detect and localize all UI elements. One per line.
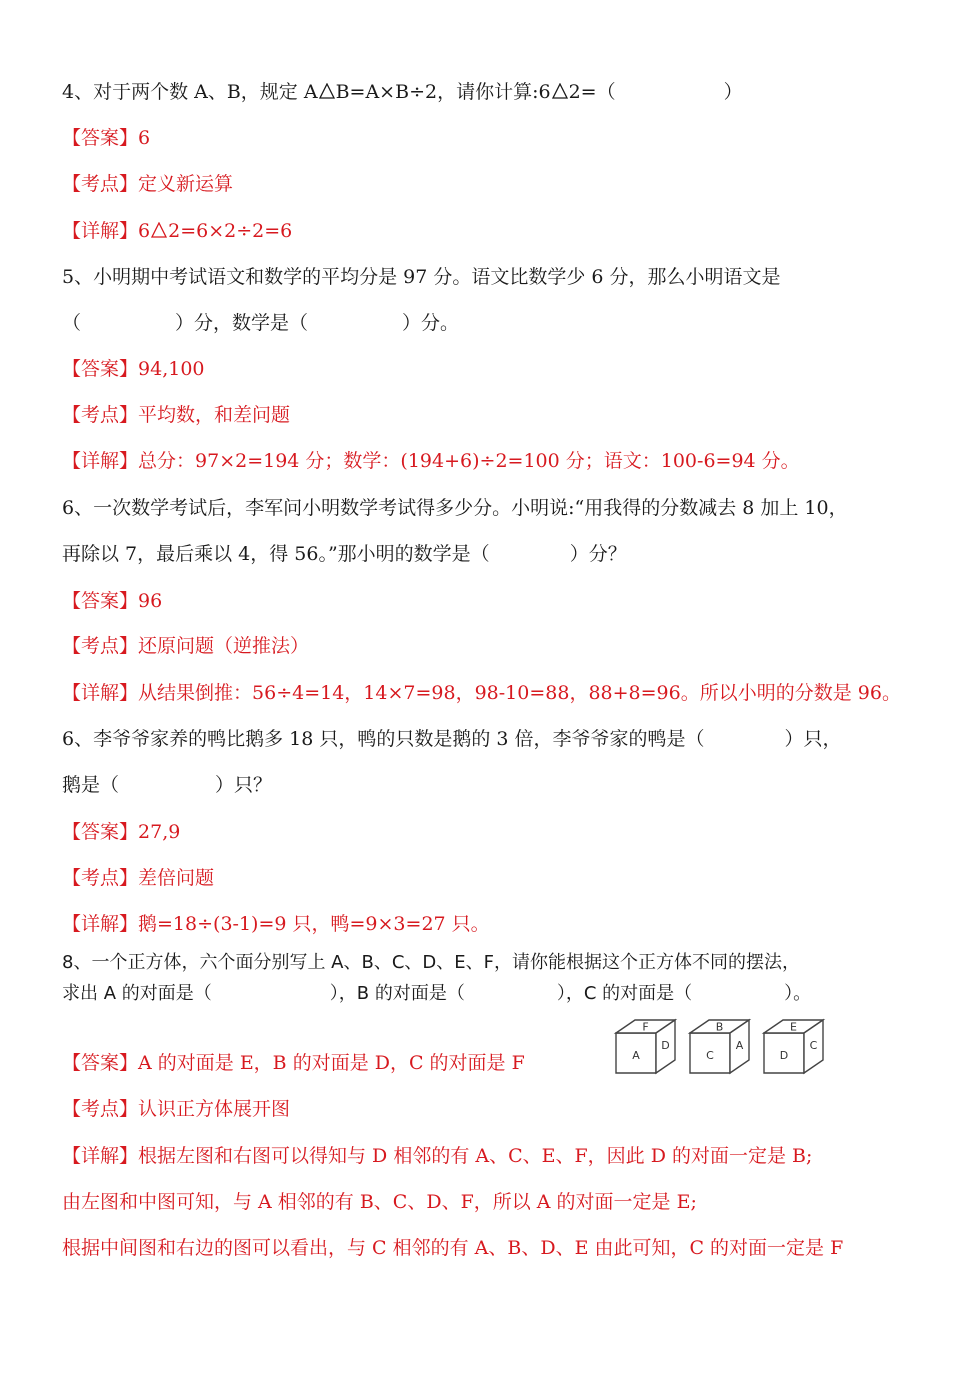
q8-answer (62, 1051, 525, 1075)
q6a-point (62, 634, 309, 658)
answer-label: 【答案】 (62, 358, 139, 380)
answer-value: A 的对面是 E，B 的对面是 D，C 的对面是 F (138, 1052, 525, 1074)
q6a-text: ）分？ (569, 543, 627, 565)
answer-value: 6 (138, 127, 151, 149)
cube-top-label: E (790, 1020, 797, 1034)
point-label: 【考点】 (62, 635, 139, 657)
q6a-stem-line1: 6、一次数学考试后，李军问小明数学考试得多少分。小明说:“用我得的分数减去 8 加上 10， (62, 497, 848, 519)
point-value: 还原问题（逆推法） (138, 635, 310, 657)
q6b-text: 6、李爷爷家养的鸭比鹅多 18 只，鸭的只数是鹅的 3 倍，李爷爷家的鸭是（ (62, 728, 705, 750)
q6b-point (62, 866, 214, 890)
cube-front-label: D (779, 1049, 789, 1062)
detail-text: 鹅=18÷(3-1)=9 只，鸭=9×3=27 只。 (138, 913, 490, 935)
q4-text: 2=（ (568, 81, 616, 103)
detail-label: 【详解】 (62, 220, 139, 242)
cube-side-label: C (809, 1039, 818, 1052)
q6b-text: ）只？ (215, 774, 273, 796)
q4-text: B=A×B÷2，请你计算:6 (335, 81, 551, 103)
q6a-answer (62, 589, 162, 613)
point-value: 认识正方体展开图 (138, 1098, 291, 1120)
point-value: 差倍问题 (138, 867, 215, 889)
triangle-operator-icon (319, 83, 335, 99)
q4-point (62, 172, 233, 196)
cube-side-label: A (735, 1039, 744, 1052)
q4-answer (62, 126, 150, 150)
q5-text: ）分。 (402, 312, 460, 334)
q8-text: ）。 (784, 983, 812, 1004)
q5-detail (62, 449, 800, 473)
q5-stem-line2 (62, 311, 459, 335)
triangle-operator-icon (552, 83, 568, 99)
triangle-operator-icon (151, 222, 167, 238)
cube-3 (764, 1020, 823, 1073)
q8-detail-line3: 根据中间图和右边的图可以看出，与 C 相邻的有 A、B、D、E 由此可知，C 的对面一定是 F (62, 1237, 844, 1259)
point-value: 定义新运算 (138, 173, 234, 195)
q6a-detail (62, 681, 901, 705)
q8-text: ），B 的对面是（ (329, 983, 465, 1004)
detail-label: 【详解】 (62, 913, 139, 935)
cube-2 (690, 1020, 749, 1073)
q6b-answer (62, 820, 180, 844)
q5-text: ）分，数学是（ (175, 312, 309, 334)
q4-detail (62, 219, 292, 243)
q8-stem-line2 (62, 982, 811, 1006)
detail-text: 2=6×2÷2=6 (168, 220, 293, 242)
detail-label: 【详解】 (62, 450, 139, 472)
detail-text: 总分：97×2=194 分；数学：(194+6)÷2=100 分；语文：100-6=94 分。 (138, 450, 800, 472)
q8-detail-line2: 由左图和中图可知，与 A 相邻的有 B、C、D、F，所以 A 的对面一定是 E; (62, 1191, 697, 1213)
q5-text: （ (62, 312, 82, 334)
answer-label: 【答案】 (62, 1052, 139, 1074)
detail-label: 【详解】 (62, 682, 139, 704)
q4-stem (62, 80, 743, 104)
answer-label: 【答案】 (62, 821, 139, 843)
answer-label: 【答案】 (62, 127, 139, 149)
cube-top-label: B (715, 1020, 724, 1034)
answer-value: 27,9 (138, 821, 181, 843)
q6b-stem-line1 (62, 727, 842, 751)
cube-top-label: F (642, 1020, 649, 1034)
cube-front-label: C (706, 1049, 714, 1062)
cube-figures (612, 1018, 826, 1084)
q4-text: ） (723, 81, 743, 103)
q8-text: 求出 A 的对面是（ (62, 983, 212, 1004)
cube-1 (616, 1020, 675, 1073)
q5-answer (62, 357, 205, 381)
cube-side-label: D (661, 1039, 670, 1052)
point-label: 【考点】 (62, 867, 139, 889)
q4-text: 4、对于两个数 A、B，规定 A (62, 81, 318, 103)
q5-point (62, 403, 290, 427)
q6a-stem-line2 (62, 542, 627, 566)
q6b-stem-line2 (62, 773, 272, 797)
q8-stem-line1: 8、一个正方体，六个面分别写上 A、B、C、D、E、F，请你能根据这个正方体不同的摆法， (62, 952, 800, 973)
detail-text: 根据左图和右图可以得知与 D 相邻的有 A、C、E、F，因此 D 的对面一定是 B; (138, 1145, 813, 1167)
answer-value: 96 (138, 590, 163, 612)
answer-label: 【答案】 (62, 590, 139, 612)
cube-front-label: A (632, 1049, 640, 1062)
point-value: 平均数，和差问题 (138, 404, 291, 426)
q5-stem-line1: 5、小明期中考试语文和数学的平均分是 97 分。语文比数学少 6 分，那么小明语文是 (62, 266, 781, 288)
answer-value: 94,100 (138, 358, 205, 380)
q6a-text: 再除以 7，最后乘以 4，得 56。”那小明的数学是（ (62, 543, 490, 565)
q6b-detail (62, 912, 490, 936)
q8-point (62, 1097, 290, 1121)
detail-label: 【详解】 (62, 1145, 139, 1167)
q8-detail (62, 1144, 812, 1168)
point-label: 【考点】 (62, 1098, 139, 1120)
point-label: 【考点】 (62, 404, 139, 426)
q6b-text: ）只， (784, 728, 842, 750)
detail-text: 从结果倒推：56÷4=14，14×7=98，98-10=88，88+8=96。所以小明的分数是 96。 (138, 682, 901, 704)
q6b-text: 鹅是（ (62, 774, 120, 796)
q8-text: ），C 的对面是（ (556, 983, 693, 1004)
point-label: 【考点】 (62, 173, 139, 195)
detail-text: 6 (138, 220, 151, 242)
